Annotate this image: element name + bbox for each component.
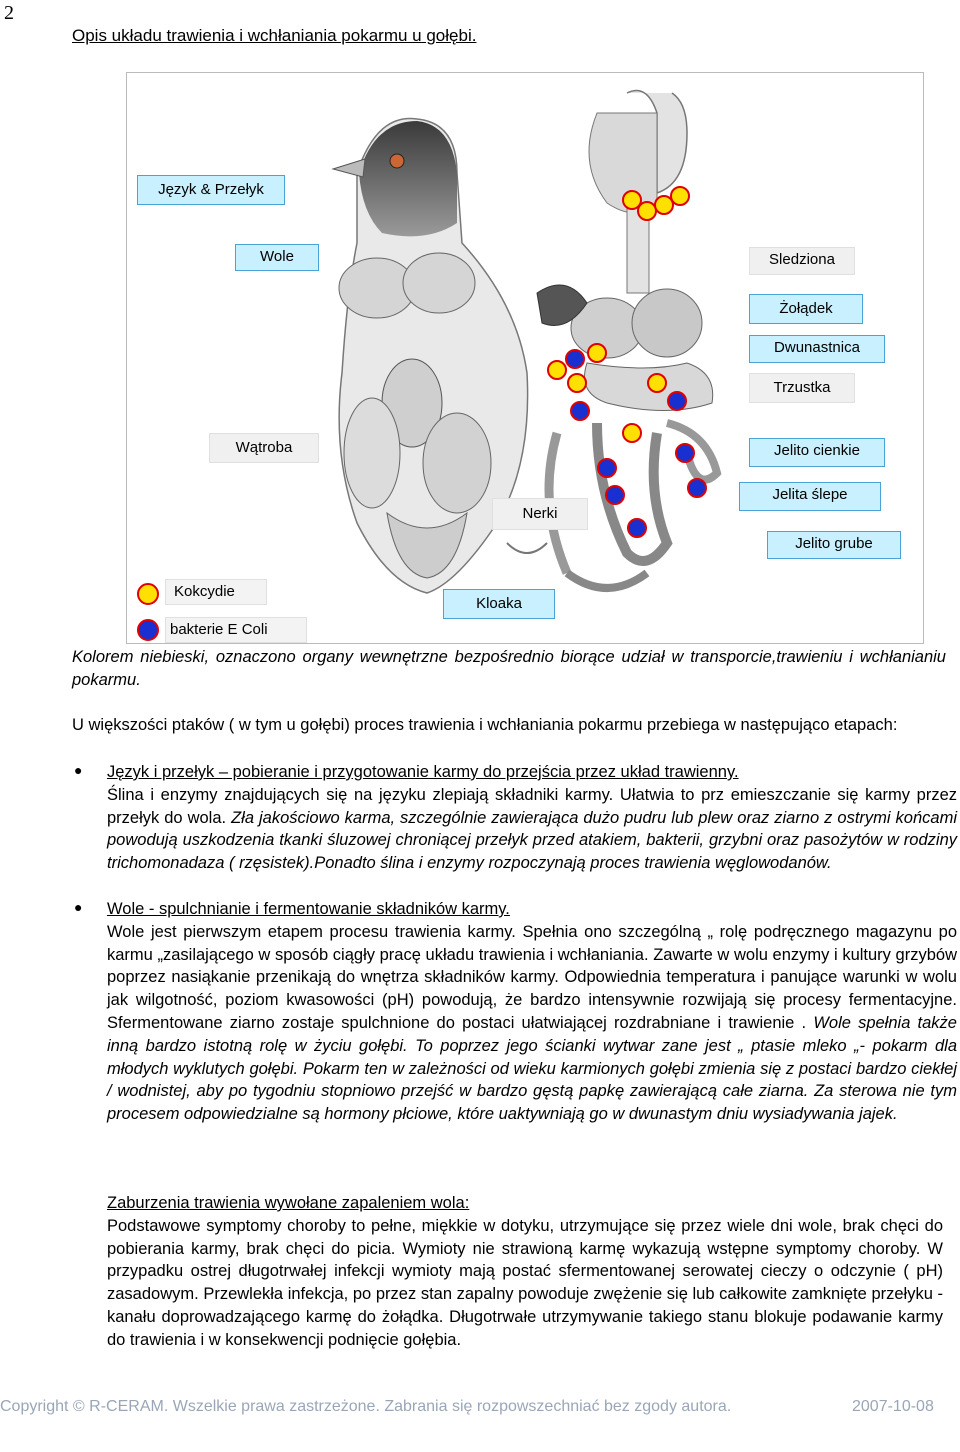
kokcydie-marker: [567, 373, 587, 393]
ecoli-marker: [565, 349, 585, 369]
bullet-1-body: Ślina i enzymy znajdujących się na języku zlepiają składniki karmy. Ułatwia to prz emieszczanie się karmy przez przełyk do wola.: [107, 785, 957, 827]
label-jelito-grube: Jelito grube: [767, 531, 901, 559]
ecoli-marker: [627, 518, 647, 538]
bullet-2-block: [107, 898, 957, 1126]
section-block: [107, 1192, 943, 1352]
label-jelito-cienkie: Jelito cienkie: [749, 438, 885, 467]
label-trzustka: Trzustka: [749, 373, 855, 403]
bullet-1-block: [107, 761, 957, 875]
bullet-2-heading: Wole - spulchnianie i fermentowanie składników karmy.: [107, 900, 510, 918]
ecoli-marker: [675, 443, 695, 463]
label-dwunastnica: Dwunastnica: [749, 335, 885, 363]
bullet-2-marker: ●: [74, 899, 83, 915]
section-heading: Zaburzenia trawienia wywołane zapaleniem wola:: [107, 1194, 470, 1212]
ecoli-marker: [597, 458, 617, 478]
bullet-1-body-italic: Zła jakościowo karma, szczególnie zawierająca dużo pudru lub plew oraz ziarno z ostrymi końcami powodują uszkodzenia tkanki śluzowej chroniącej przełyk przed atakiem, bakterii, grzybni oraz pasożytów w rodziny trichomonadaza ( rzęsistek).Ponadto ślina i enzymy rozpoczynają proces trawienia węglowodanów.: [107, 808, 957, 873]
ecoli-marker: [605, 485, 625, 505]
bullet-1-marker: ●: [74, 762, 83, 778]
footer-copyright: Copyright © R-CERAM. Wszelkie prawa zastrzeżone. Zabrania się rozpowszechniać bez zgody autora.: [0, 1398, 732, 1415]
label-watroba: Wątroba: [209, 433, 319, 463]
label-jezyk-przelyk: Język & Przełyk: [137, 175, 285, 205]
ecoli-marker: [667, 391, 687, 411]
kokcydie-marker: [587, 343, 607, 363]
section-body: Podstawowe symptomy choroby to pełne, miękkie w dotyku, utrzymujące się przez wiele dni wole, brak chęci do pobierania karmy, brak chęci do picia. Wymioty nie strawioną karmę wykazują wstępne symptomy choroby. W przypadku ostrej długotrwałej infekcji wymioty mają postać sfermentowanej serowatej cieczy o odczynie ( pH) zasadowym. Przewlekła infekcja, po przez stan zapalny powoduje zwężenie się lub całkowite zamknięte przełyku -kanału doprowadzającego karmę do żołądka. Długotrwałe utrzymywanie takiego stanu blokuje podawanie karmy do trawienia i w konsekwencji podnięcie gołębia.: [107, 1216, 943, 1349]
bullet-2-body-italic: Wole spełnia także inną bardzo istotną rolę w życiu gołębi. To poprzez jego ścianki wytwar zane jest „ ptasie mleko „- pokarm dla młodych wyklutych gołębi. Pokarm ten w zależności od wieku karmionych gołębi zmienia się z postaci bardzo ciekłej / wodnistej, aby po tygodniu stopniowo przejść w bardzo gęstą papkę zawierającą całe ziarna. Za sterowa nie tym procesem odpowiedzialne są hormony płciowe, które uaktywniają go w dwunastym dniu wysiadywania jajek.: [107, 1013, 957, 1124]
figure-caption: Kolorem niebieski, oznaczono organy wewnętrzne bezpośrednio biorące udział w transporcie,trawieniu i wchłanianiu pokarmu.: [72, 648, 946, 689]
legend-ecoli-dot: [137, 619, 159, 641]
kokcydie-marker: [647, 373, 667, 393]
kokcydie-marker: [670, 186, 690, 206]
legend-kokcydie-dot: [137, 583, 159, 605]
label-zoladek: Żołądek: [749, 294, 863, 324]
page-title: Opis układu trawienia i wchłaniania pokarmu u gołębi.: [72, 26, 477, 45]
bullet-2-body: Wole jest pierwszym etapem procesu trawienia karmy. Spełnia ono szczególną „ rolę podręcznego magazynu po karmu „zasilającego w sposób ciągły pracę układu trawienia i wchłaniania. Zawarte w wolu enzymy i kultury grzybów poprzez nasiąkanie przenikają do wnętrza składników karmy. Odpowiednia temperatura i panujące warunki w wolu jak wilgotność, poziom kwasowości (pH) powodują, że bardzo intensywnie rozwijają się procesy fermentacyjne. Sfermentowane ziarno zostaje spulchnione do postaci ułatwiającej rozdrabniane i trawienie .: [107, 922, 957, 1032]
intro-paragraph: U większości ptaków ( w tym u gołębi) proces trawienia i wchłaniania pokarmu przebiega w następująco etapach:: [72, 716, 898, 734]
pigeon-digestive-figure: [126, 72, 924, 644]
legend-ecoli-label: bakterie E Coli: [165, 617, 307, 643]
kokcydie-marker: [547, 360, 567, 380]
label-jelita-slepe: Jelita ślepe: [739, 482, 881, 511]
page-number: 2: [4, 2, 14, 24]
ecoli-marker: [687, 478, 707, 498]
label-kloaka: Kloaka: [443, 589, 555, 619]
legend-kokcydie-label: Kokcydie: [165, 579, 267, 605]
footer-date: 2007-10-08: [852, 1398, 934, 1415]
label-wole: Wole: [235, 244, 319, 271]
page-footer: [0, 1398, 960, 1452]
bullet-1-heading: Język i przełyk – pobieranie i przygotowanie karmy do przejścia przez układ trawienny.: [107, 763, 739, 781]
ecoli-marker: [570, 401, 590, 421]
kokcydie-marker: [622, 423, 642, 443]
label-sledziona: Sledziona: [749, 247, 855, 275]
label-nerki: Nerki: [492, 498, 588, 530]
